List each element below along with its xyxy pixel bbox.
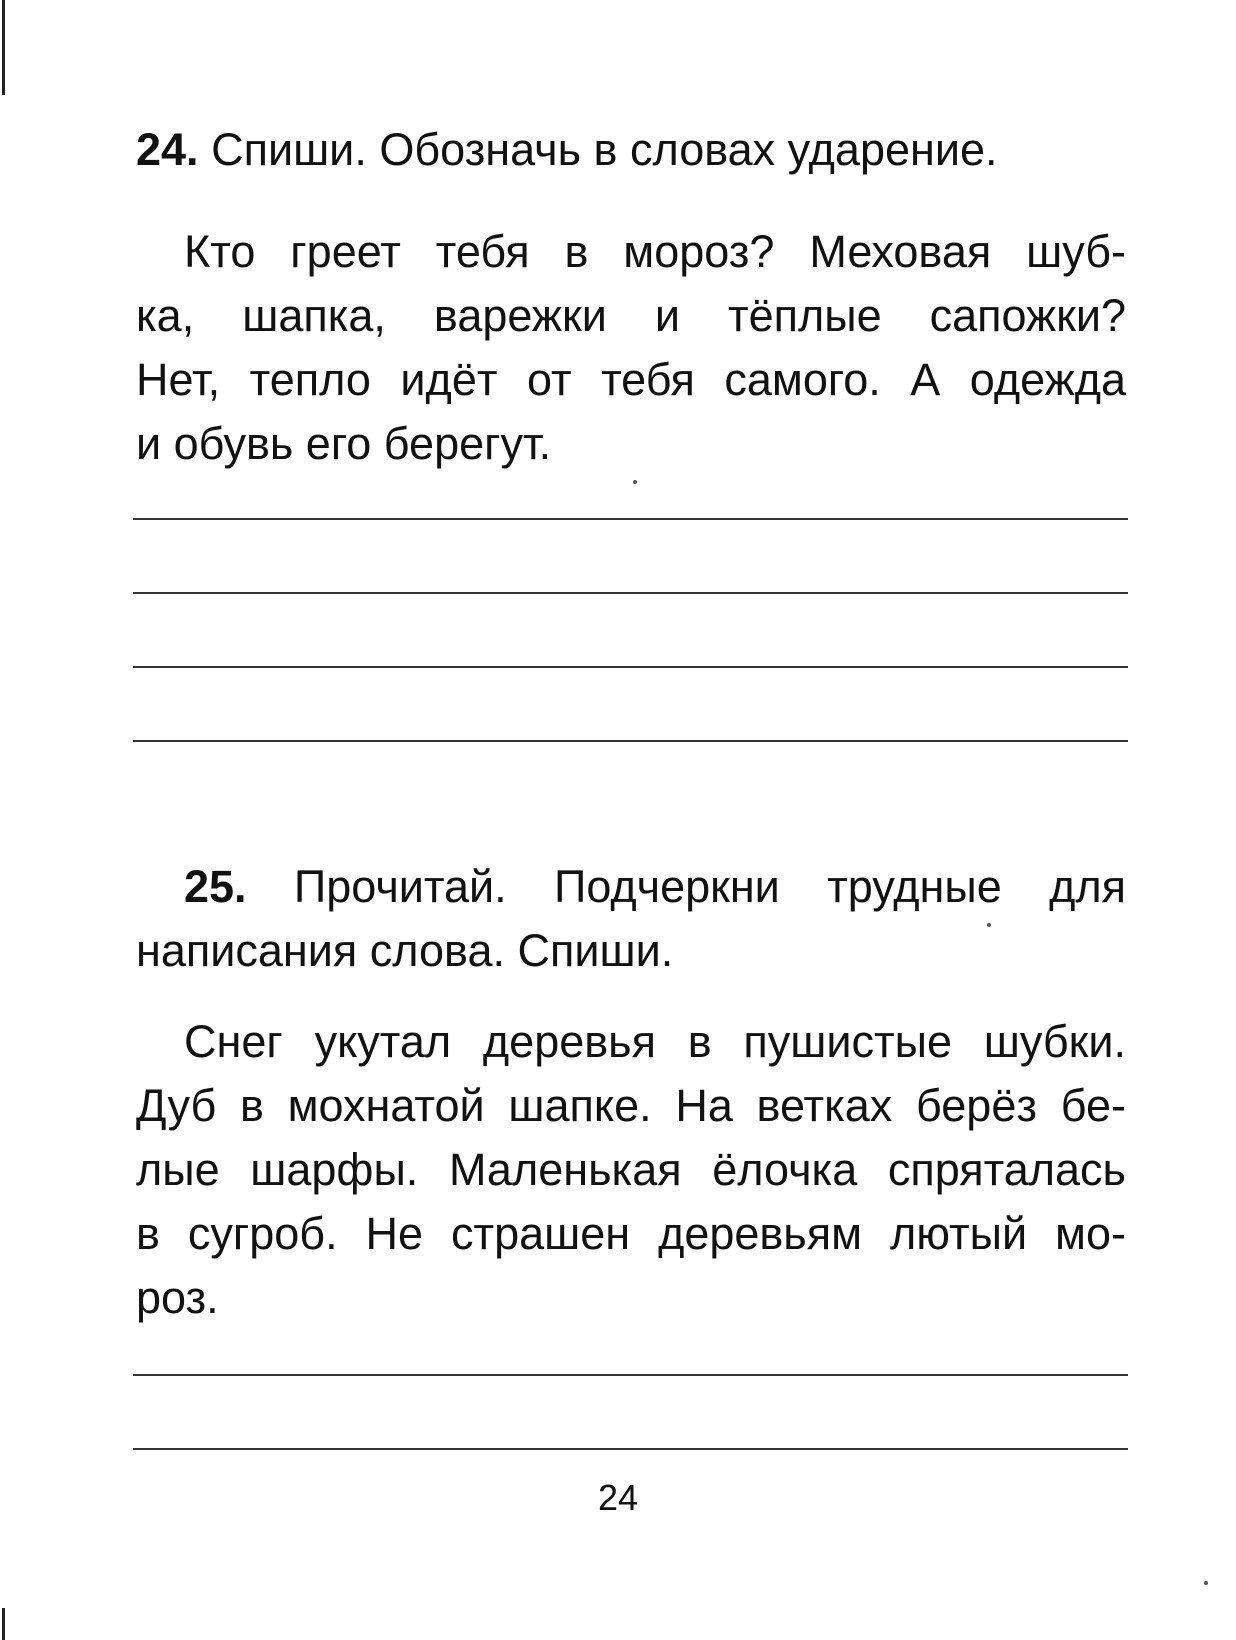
writing-line[interactable] [133,1448,1128,1450]
text-line: Дуб в мохнатой шапке. На ветках берёз бе- [136,1080,1126,1131]
text-line: ка, шапка, варежки и тёплые сапожки? [136,290,1126,341]
scan-edge-top [2,0,5,95]
task-25-heading [136,855,1126,983]
page-number: 24 [597,1477,639,1518]
task-24-text [136,220,1126,476]
writing-line[interactable] [133,1374,1128,1376]
task-25 [136,855,1126,983]
task-24-heading [136,118,1126,182]
text-line: Снег укутал деревья в пушистые шубки. [184,1016,1126,1067]
writing-line[interactable] [133,666,1128,668]
task-25-instruction-line: Прочитай. Подчеркни трудные для [293,861,1126,912]
text-line: Кто греет тебя в мороз? Меховая шуб- [184,226,1126,277]
task-25-instruction-line: написания слова. Спиши. [136,925,674,976]
scan-edge-bottom [2,1608,5,1640]
task-24-instruction: Спиши. Обозначь в словах ударение. [211,124,998,175]
scan-speck [1204,1581,1208,1585]
scan-speck [633,480,637,484]
text-line: лые шарфы. Маленькая ёлочка спряталась [136,1144,1126,1195]
task-24-number: 24. [136,124,199,175]
text-line: и обувь его берегут. [136,418,552,469]
text-line: Нет, тепло идёт от тебя самого. А одежда [136,354,1126,405]
text-line: в сугроб. Не страшен деревьям лютый мо- [136,1208,1126,1259]
task-25-number: 25. [184,861,247,912]
writing-line[interactable] [133,740,1128,742]
writing-line[interactable] [133,592,1128,594]
writing-line[interactable] [133,518,1128,520]
task-24 [136,118,1126,182]
text-line: роз. [136,1272,219,1323]
task-25-text [136,1010,1126,1330]
